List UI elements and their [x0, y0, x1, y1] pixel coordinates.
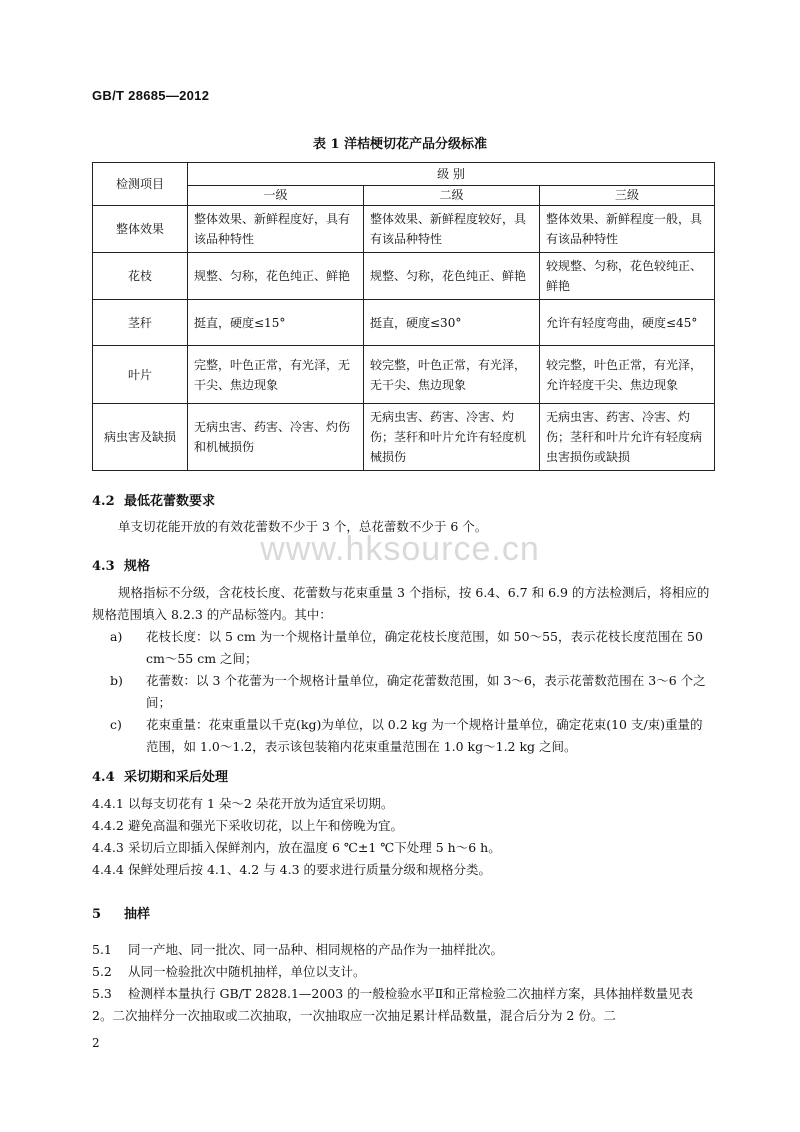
clause-text: 保鲜处理后按 4.1、4.2 与 4.3 的要求进行质量分级和规格分类。	[128, 862, 492, 877]
section-title: 最低花蕾数要求	[124, 494, 216, 509]
clause	[92, 793, 714, 815]
row-item: 整体效果	[93, 206, 188, 253]
table-caption: 表 1 洋桔梗切花产品分级标准	[312, 137, 488, 152]
section-5-heading	[92, 903, 150, 922]
clause-number: 4.4.2	[92, 818, 124, 833]
header-grade: 级 别	[188, 163, 715, 186]
clause	[92, 939, 714, 961]
section-4-4-items	[92, 793, 714, 881]
section-number: 4.2	[92, 494, 115, 509]
spec-list	[92, 626, 714, 758]
table-row	[93, 206, 715, 253]
section-4-2-heading	[92, 490, 215, 509]
table-cell: 较规整、匀称，花色较纯正、鲜艳	[540, 253, 715, 300]
section-4-3-heading	[92, 555, 150, 574]
clause-number: 5.3	[92, 986, 112, 1001]
table-row	[93, 404, 715, 471]
section-5-items	[92, 939, 714, 1027]
list-marker: c)	[110, 717, 122, 732]
list-item	[92, 670, 714, 714]
table-cell: 整体效果、新鲜程度较好，具有该品种特性	[364, 206, 540, 253]
header-level-3: 三级	[540, 186, 715, 206]
table-cell: 较完整，叶色正常，有光泽，允许轻度干尖、焦边现象	[540, 346, 715, 404]
clause-text: 从同一检验批次中随机抽样，单位以支计。	[128, 964, 366, 979]
section-title: 规格	[124, 559, 151, 574]
section-4-2-text: 单支切花能开放的有效花蕾数不少于 3 个，总花蕾数不少于 6 个。	[118, 519, 488, 534]
section-4-4-heading	[92, 766, 228, 785]
clause	[92, 837, 714, 859]
clause-number: 5.2	[92, 964, 112, 979]
table-cell: 较完整，叶色正常，有光泽，无干尖、焦边现象	[364, 346, 540, 404]
section-title: 抽样	[124, 907, 151, 922]
document-header: GB/T 28685—2012	[92, 88, 210, 103]
list-text: 花束重量：花束重量以千克(kg)为单位，以 0.2 kg 为一个规格计量单位，确定花束(10 支/束)重量的范围，如 1.0～1.2，表示该包装箱内花束重量范围在 1.0 kg～1.2 kg 之间。	[146, 717, 703, 754]
table-cell: 完整，叶色正常，有光泽，无干尖、焦边现象	[188, 346, 364, 404]
table-cell: 挺直，硬度≤30°	[364, 300, 540, 346]
table-cell: 挺直，硬度≤15°	[188, 300, 364, 346]
watermark: www.hksource.cn	[260, 530, 540, 568]
clause	[92, 859, 714, 881]
table-row	[93, 300, 715, 346]
list-text: 花蕾数：以 3 个花蕾为一个规格计量单位，确定花蕾数范围，如 3～6，表示花蕾数范围在 3～6 个之间；	[146, 673, 706, 710]
section-number: 4.3	[92, 559, 115, 574]
table-row	[93, 253, 715, 300]
table-cell: 允许有轻度弯曲，硬度≤45°	[540, 300, 715, 346]
list-item	[92, 714, 714, 758]
row-item: 病虫害及缺损	[93, 404, 188, 471]
section-title: 采切期和采后处理	[124, 770, 229, 785]
clause	[92, 815, 714, 837]
table-row	[93, 346, 715, 404]
table-cell: 规整、匀称，花色纯正、鲜艳	[364, 253, 540, 300]
header-item: 检测项目	[93, 163, 188, 206]
clause	[92, 983, 714, 1027]
list-text: 花枝长度：以 5 cm 为一个规格计量单位，确定花枝长度范围，如 50～55，表示花枝长度范围在 50 cm～55 cm 之间；	[146, 629, 703, 666]
header-level-2: 二级	[364, 186, 540, 206]
clause-text: 同一产地、同一批次、同一品种、相同规格的产品作为一抽样批次。	[128, 942, 504, 957]
clause-number: 4.4.1	[92, 796, 124, 811]
table-cell: 整体效果、新鲜程度一般，具有该品种特性	[540, 206, 715, 253]
list-item	[92, 626, 714, 670]
row-item: 花枝	[93, 253, 188, 300]
table-cell: 无病虫害、药害、冷害、灼伤和机械损伤	[188, 404, 364, 471]
table-cell: 无病虫害、药害、冷害、灼伤；茎秆和叶片允许有轻度机械损伤	[364, 404, 540, 471]
list-marker: b)	[110, 673, 123, 688]
clause	[92, 961, 714, 983]
grading-table	[92, 162, 715, 471]
row-item: 茎秆	[93, 300, 188, 346]
section-number: 4.4	[92, 770, 115, 785]
list-marker: a)	[110, 629, 123, 644]
header-level-1: 一级	[188, 186, 364, 206]
table-cell: 规整、匀称，花色纯正、鲜艳	[188, 253, 364, 300]
clause-text: 以每支切花有 1 朵～2 朵花开放为适宜采切期。	[128, 796, 394, 811]
clause-number: 5.1	[92, 942, 112, 957]
clause-text: 采切后立即插入保鲜剂内，放在温度 6 ℃±1 ℃下处理 5 h～6 h。	[128, 840, 501, 855]
clause-number: 4.4.3	[92, 840, 124, 855]
clause-number: 4.4.4	[92, 862, 124, 877]
section-number: 5	[92, 907, 102, 922]
clause-text: 避免高温和强光下采收切花，以上午和傍晚为宜。	[128, 818, 404, 833]
row-item: 叶片	[93, 346, 188, 404]
section-4-3-text: 规格指标不分级，含花枝长度、花蕾数与花束重量 3 个指标，按 6.4、6.7 和 6.9 的方法检测后，将相应的规格范围填入 8.2.3 的产品标签内。其中：	[92, 585, 710, 622]
clause-text: 检测样本量执行 GB/T 2828.1—2003 的一般检验水平Ⅱ和正常检验二次抽样方案，具体抽样数量见表 2。二次抽样分一次抽取或二次抽取，一次抽取应一次抽足累计样品数量，混合后分为 2 份。二	[92, 986, 694, 1023]
page-number: 2	[92, 1036, 100, 1050]
table-cell: 整体效果、新鲜程度好，具有该品种特性	[188, 206, 364, 253]
table-cell: 无病虫害、药害、冷害、灼伤；茎秆和叶片允许有轻度病虫害损伤或缺损	[540, 404, 715, 471]
